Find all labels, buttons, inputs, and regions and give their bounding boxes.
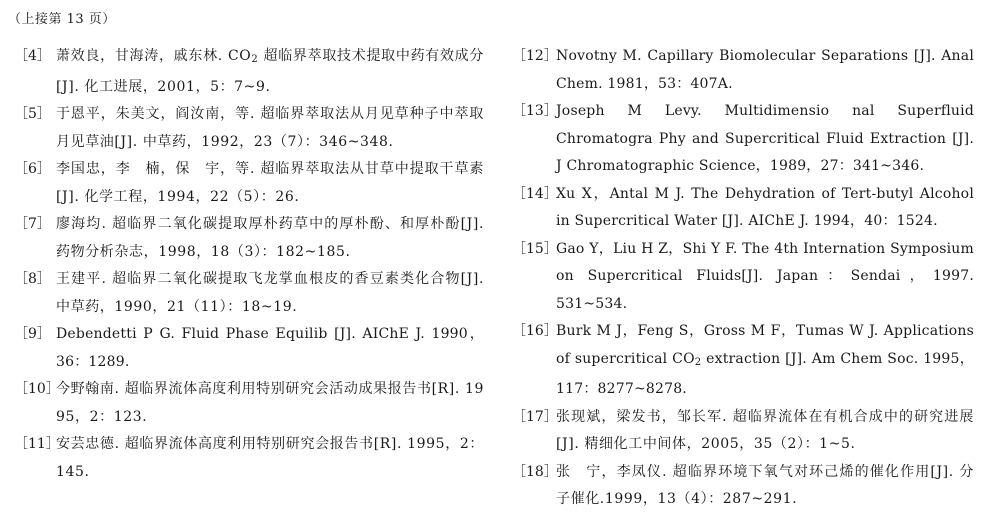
reference-number: ［9］ [14,326,51,342]
reference-11 [14,431,484,486]
reference-13 [512,98,974,181]
reference-9 [14,321,484,376]
reference-text: 李国忠，李 楠，保 宇，等. 超临界萃取法从甘草中提取干草素[J]. 化学工程，1994，22（5）：26. [56,161,484,205]
reference-7 [14,211,484,266]
reference-4 [14,43,484,101]
reference-number: ［7］ [14,216,51,232]
reference-number: ［15］ [512,240,558,257]
reference-number: ［10］ [14,381,60,397]
reference-number: ［5］ [14,106,51,122]
reference-text: 萧效良，甘海涛，戚东林. $CO_2$ 超临界萃取技术提取中药有效成分[J]. 化工进展，2001，5：7~9. [56,48,484,95]
reference-14 [512,181,974,236]
reference-number: ［8］ [14,271,51,287]
reference-text: 安芸忠德. 超临界流体高度利用特别研究会报告书[R]. 1995，2：145. [56,436,484,480]
reference-text: Burk M J，Feng S，Gross M F，Tumas W J. Applications of supercritical $CO_2$ extraction [J]. Am Chem Soc. 1995，117：8277~8278. [556,323,974,397]
reference-number: ［18］ [512,463,558,480]
reference-number: ［16］ [512,323,558,339]
reference-text: Xu X，Antal M J. The Dehydration of Tert-butyl Alcohol in Supercritical Water [J]. AIChE J. 1994，40：1524. [556,185,974,229]
reference-18 [512,459,974,514]
continuation-header: （上接第 13 页） [8,12,116,27]
reference-text: 于恩平，朱美文，阎汝南，等. 超临界萃取法从月见草种子中萃取月见草油[J]. 中草药，1992，23（7）：346~348. [56,106,484,150]
reference-text: Debendetti P G. Fluid Phase Equilib [J]. AIChE J. 1990，36：1289. [56,326,484,370]
reference-text: 张 宁，李凤仪. 超临界环境下氧气对环己烯的催化作用[J]. 分子催化.1999，13（4）：287~291. [556,463,974,507]
reference-number: ［12］ [512,48,558,64]
reference-number: ［6］ [14,161,51,177]
reference-number: ［13］ [512,103,558,119]
reference-number: ［4］ [14,48,51,64]
reference-10 [14,376,484,431]
reference-number: ［14］ [512,185,558,202]
reference-6 [14,156,484,211]
reference-text: Joseph M Levy. Multidimensio nal Superfluid Chromatogra Phy and Supercritical Fluid Extraction [J]. J Chromatographic Science，1989，27：341~346. [556,103,974,174]
reference-17 [512,404,974,459]
reference-text: Novotny M. Capillary Biomolecular Separations [J]. Anal Chem. 1981，53：407A. [556,48,974,92]
reference-text: 今野翰南. 超临界流体高度利用特别研究会活动成果报告书[R]. 1995，2：123. [56,381,484,425]
reference-text: Gao Y，Liu H Z，Shi Y F. The 4th Internation Symposium on Supercritical Fluids[J]. Japan：Sendai，1997. 531~534. [556,240,974,312]
references-left-column [14,43,484,486]
reference-16 [512,318,974,404]
reference-text: 张现斌，梁发书，邹长军. 超临界流体在有机合成中的研究进展[J]. 精细化工中间体，2005，35（2）：1~5. [556,408,974,452]
reference-5 [14,101,484,156]
references-right-column [512,43,974,514]
reference-text: 廖海均. 超临界二氧化碳提取厚朴药草中的厚朴酚、和厚朴酚[J]. 药物分析杂志，1998，18（3）：182~185. [56,216,484,260]
reference-15 [512,236,974,319]
reference-number: ［11］ [14,436,60,452]
reference-12 [512,43,974,98]
reference-text: 王建平. 超临界二氧化碳提取飞龙掌血根皮的香豆素类化合物[J]. 中草药，1990，21（11）：18~19. [56,271,484,315]
reference-8 [14,266,484,321]
reference-number: ［17］ [512,408,558,425]
